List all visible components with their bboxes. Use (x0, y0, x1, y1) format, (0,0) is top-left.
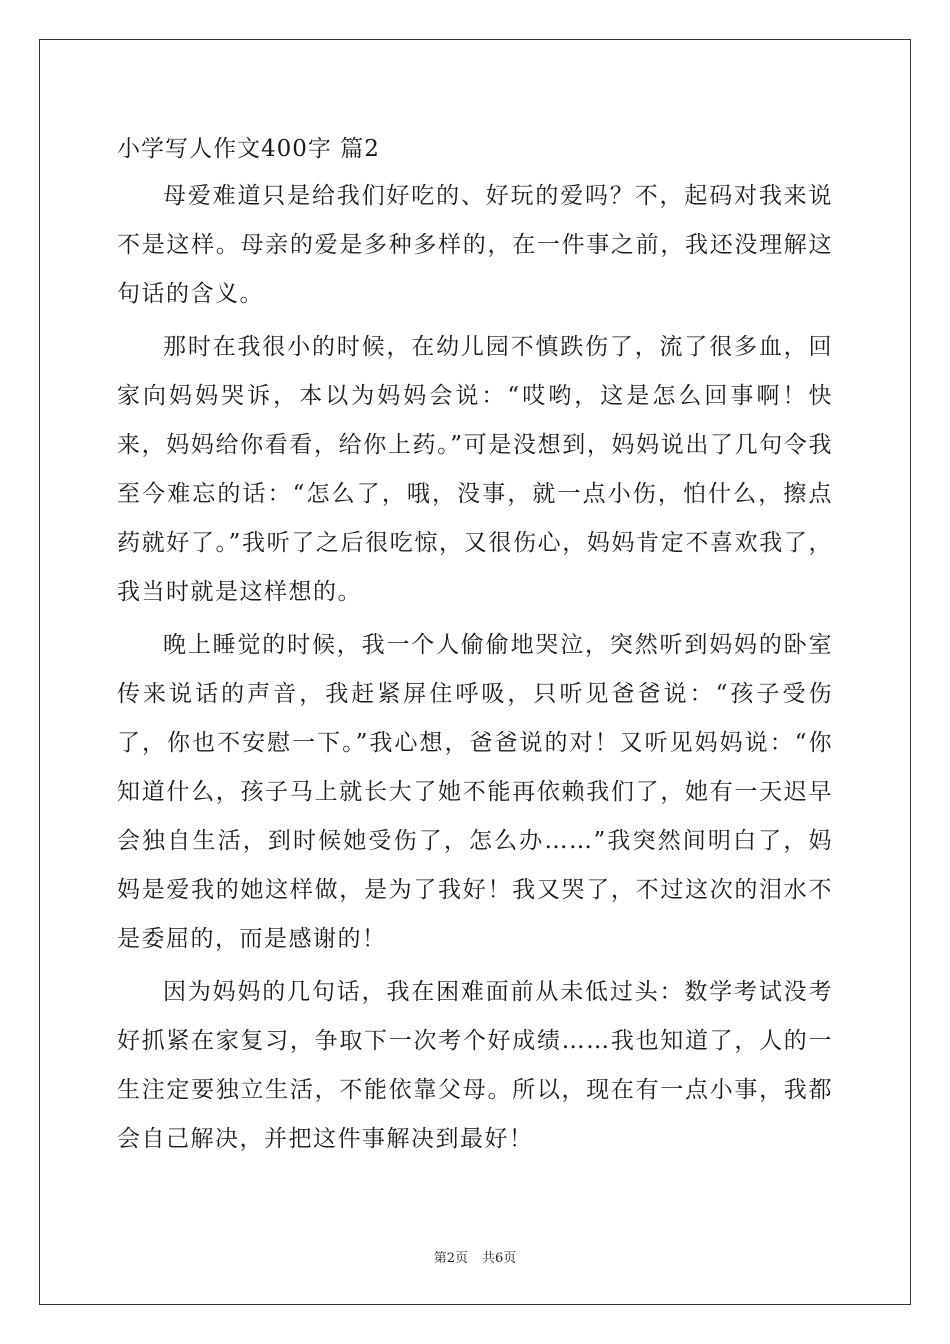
paragraph: 母爱难道只是给我们好吃的、好玩的爱吗？不，起码对我来说不是这样。母亲的爱是多种多样的，在一件事之前，我还没理解这句话的含义。 (117, 183, 833, 307)
paragraph: 那时在我很小的时候，在幼儿园不慎跌伤了，流了很多血，回家向妈妈哭诉，本以为妈妈会说：“哎哟，这是怎么回事啊！快来，妈妈给你看看，给你上药。”可是没想到，妈妈说出了几句令我至今难忘的话：“怎么了，哦，没事，就一点小伤，怕什么，擦点药就好了。”我听了之后很吃惊，又很伤心，妈妈肯定不喜欢我了，我当时就是这样想的。 (117, 334, 833, 605)
paragraph: 晚上睡觉的时候，我一个人偷偷地哭泣，突然听到妈妈的卧室传来说话的声音，我赶紧屏住呼吸，只听见爸爸说：“孩子受伤了，你也不安慰一下。”我心想，爸爸说的对！又听见妈妈说：“你知道什么，孩子马上就长大了她不能再依赖我们了，她有一天迟早会独自生活，到时候她受伤了，怎么办……”我突然间明白了，妈妈是爱我的她这样做，是为了我好！我又哭了，不过这次的泪水不是委屈的，而是感谢的！ (117, 632, 833, 952)
document-body (117, 126, 833, 1168)
page-number: 第2页 (433, 1251, 468, 1266)
paragraph: 因为妈妈的几句话，我在困难面前从未低过头：数学考试没考好抓紧在家复习，争取下一次考个好成绩……我也知道了，人的一生注定要独立生活，不能依靠父母。所以，现在有一点小事，我都会自己解决，并把这件事解决到最好！ (117, 979, 833, 1152)
page-footer (0, 1247, 950, 1266)
document-title: 小学写人作文400字 篇2 (117, 136, 380, 162)
page-total: 共6页 (482, 1251, 517, 1266)
